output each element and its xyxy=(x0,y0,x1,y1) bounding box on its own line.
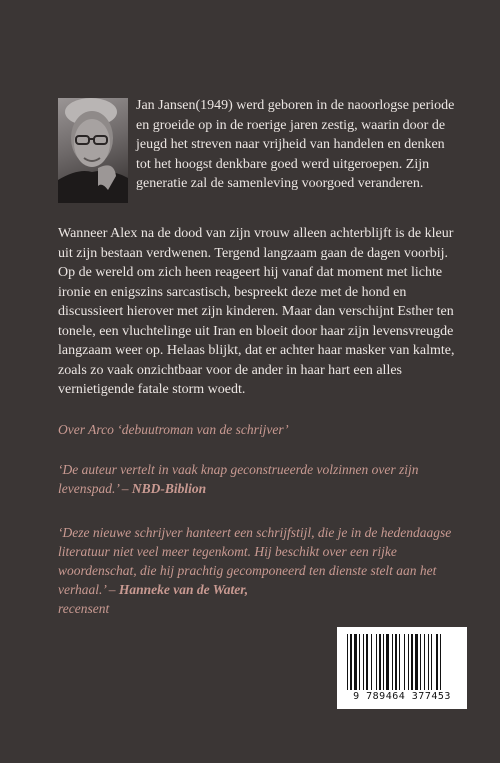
barcode-bar xyxy=(408,634,409,690)
barcode-bar xyxy=(350,634,352,690)
barcode-bar xyxy=(376,634,377,690)
barcode-bar xyxy=(440,634,441,690)
barcode-bar xyxy=(399,634,400,690)
author-bio: Jan Jansen(1949) werd geboren in de naoorlogse periode en groeide op in de roerige jaren zestig, waarin door de jeugd het streven naar vrijheid van handelen en denken tot het hoogst denkbare goed werd uitgeroepen. Zijn generatie zal de samenleving voorgoed veranderen. xyxy=(136,98,455,191)
barcode-bar xyxy=(420,634,421,690)
barcode-bar xyxy=(436,634,438,690)
barcode-bar xyxy=(424,634,425,690)
barcode-bar xyxy=(392,634,393,690)
barcode-bar xyxy=(386,634,389,690)
review-quote-hanneke xyxy=(58,523,463,618)
barcode-bar xyxy=(379,634,381,690)
isbn-barcode xyxy=(337,627,467,709)
barcode-bar xyxy=(395,634,397,690)
barcode-bar xyxy=(366,634,368,690)
author-photo xyxy=(58,98,128,203)
isbn-number: 9 789464 377453 xyxy=(353,691,451,702)
review-quote-nbd xyxy=(58,460,463,498)
review-quote-text: ‘De auteur vertelt in vaak knap geconstrueerde volzinnen over zijn levenspad.’ – xyxy=(58,462,419,496)
book-synopsis: Wanneer Alex na de dood van zijn vrouw alleen achterblijft is de kleur uit zijn bestaan verdwenen. Tergend langzaam gaan de dagen voorbij. Op de wereld om zich heen reageert hij vanaf dat moment met lichte ironie en enigszins sarcastisch, bespreekt deze met de hond en discussieert hierover met zijn kinderen. Maar dan verschijnt Esther ten tonele, een vluchtelinge uit Iran en bloeit door haar zijn levensvreugde langzaam weer op. Helaas blijkt, dat er achter haar masker van kalmte, zoals zo vaak onzichtbaar voor de ander in haar hart een alles vernietigende fatale storm woedt. xyxy=(58,226,455,397)
barcode-bar xyxy=(383,634,384,690)
barcode-bar xyxy=(359,634,360,690)
review-source: Hanneke van de Water, xyxy=(118,582,249,597)
barcode-bar xyxy=(411,634,413,690)
barcode-bars xyxy=(345,634,459,690)
barcode-bar xyxy=(354,634,357,690)
review-source: NBD-Biblion xyxy=(131,481,207,496)
review-source-role: recensent xyxy=(58,601,110,616)
barcode-bar xyxy=(404,634,405,690)
barcode-bar xyxy=(347,634,348,690)
reviews-heading: Over Arco ‘debuutroman van de schrijver’ xyxy=(58,422,289,437)
author-portrait-image xyxy=(58,98,128,203)
barcode-bar xyxy=(415,634,418,690)
barcode-bar xyxy=(371,634,372,690)
barcode-bar xyxy=(428,634,429,690)
barcode-bar xyxy=(431,634,432,690)
review-quote-text: ‘Deze nieuwe schrijver hanteert een schrijfstijl, die je in de hedendaagse literatuur niet veel meer tegenkomt. Hij beschikt over een rijke woordenschat, die hij prachtig gecomponeerd ten dienste stelt aan het verhaal.’ – xyxy=(58,525,452,597)
barcode-bar xyxy=(363,634,364,690)
